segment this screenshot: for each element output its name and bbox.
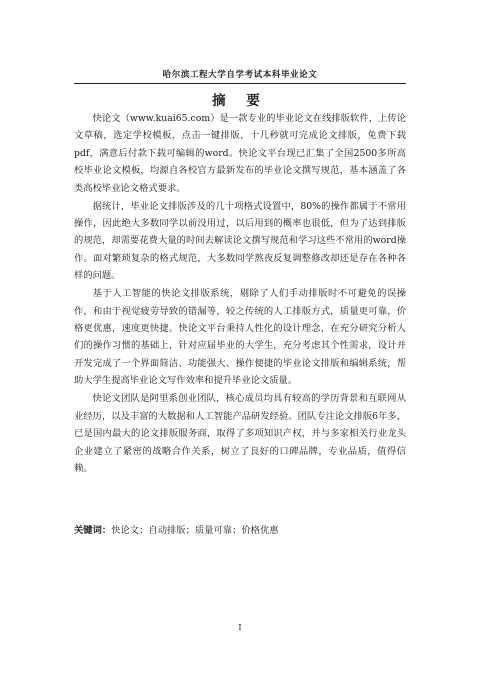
abstract-body — [74, 110, 406, 478]
paragraph: 基于人工智能的快论文排版系统，剔除了人们手动排版时不可避免的误操作，和由于视觉疲劳导致的错漏等，较之传统的人工排版方式，质量更可靠，价格更优惠，速度更快捷。快论文平台秉持人性化的设计理念，在充分研究分析人们的操作习惯的基础上，针对应届毕业的大学生，充分考虑其个性需求，设计并开发完成了一个界面简洁、功能强大、操作便捷的毕业论文排版和编辑系统，帮助大学生提高毕业论文写作效率和提升毕业论文质量。 — [74, 288, 406, 387]
paragraph: 快论文团队是阿里系创业团队，核心成员均具有较高的学历背景和互联网从业经历，以及丰富的大数据和人工智能产品研发经验。团队专注论文排版6年多，已是国内最大的论文排版服务商，取得了多项知识产权，并与多家相关行业龙头企业建立了紧密的战略合作关系，树立了良好的口碑品牌，专业品质，值得信赖。 — [74, 393, 406, 474]
keywords-text: 快论文；自动排版；质量可靠；价格优惠 — [111, 525, 279, 536]
paragraph: 快论文（www.kuai65.com）是一款专业的毕业论文在线排版软件，上传论文草稿，选定学校模板，点击一键排版，十几秒就可完成论文排版，免费下载pdf，满意后付款下载可编辑的word。快论文平台现已汇集了全国2500多所高校毕业论文模板，均源自各校官方最新发布的毕业论文撰写规范，基本涵盖了各类高校毕业论文格式要求。 — [74, 113, 406, 194]
abstract-title: 摘 要 — [212, 93, 268, 109]
running-header: 哈尔滨工程大学自学考试本科毕业论文 — [162, 70, 318, 80]
paragraph: 据统计，毕业论文排版涉及的几十项格式设置中，80%的操作都属于不常用操作，因此绝大多数同学以前没用过，以后用到的概率也很低，但为了达到排版的规范，却需要花费大量的时间去解读论文撰写规范和学习这些不常用的word操作。面对繁琐复杂的格式规范，大多数同学熬夜反复调整修改却还是存在各种各样的问题。 — [74, 200, 406, 282]
page-number: I — [238, 623, 242, 632]
header-rule — [74, 83, 406, 84]
keywords-line — [74, 522, 406, 539]
keywords-label: 关键词： — [74, 525, 112, 536]
